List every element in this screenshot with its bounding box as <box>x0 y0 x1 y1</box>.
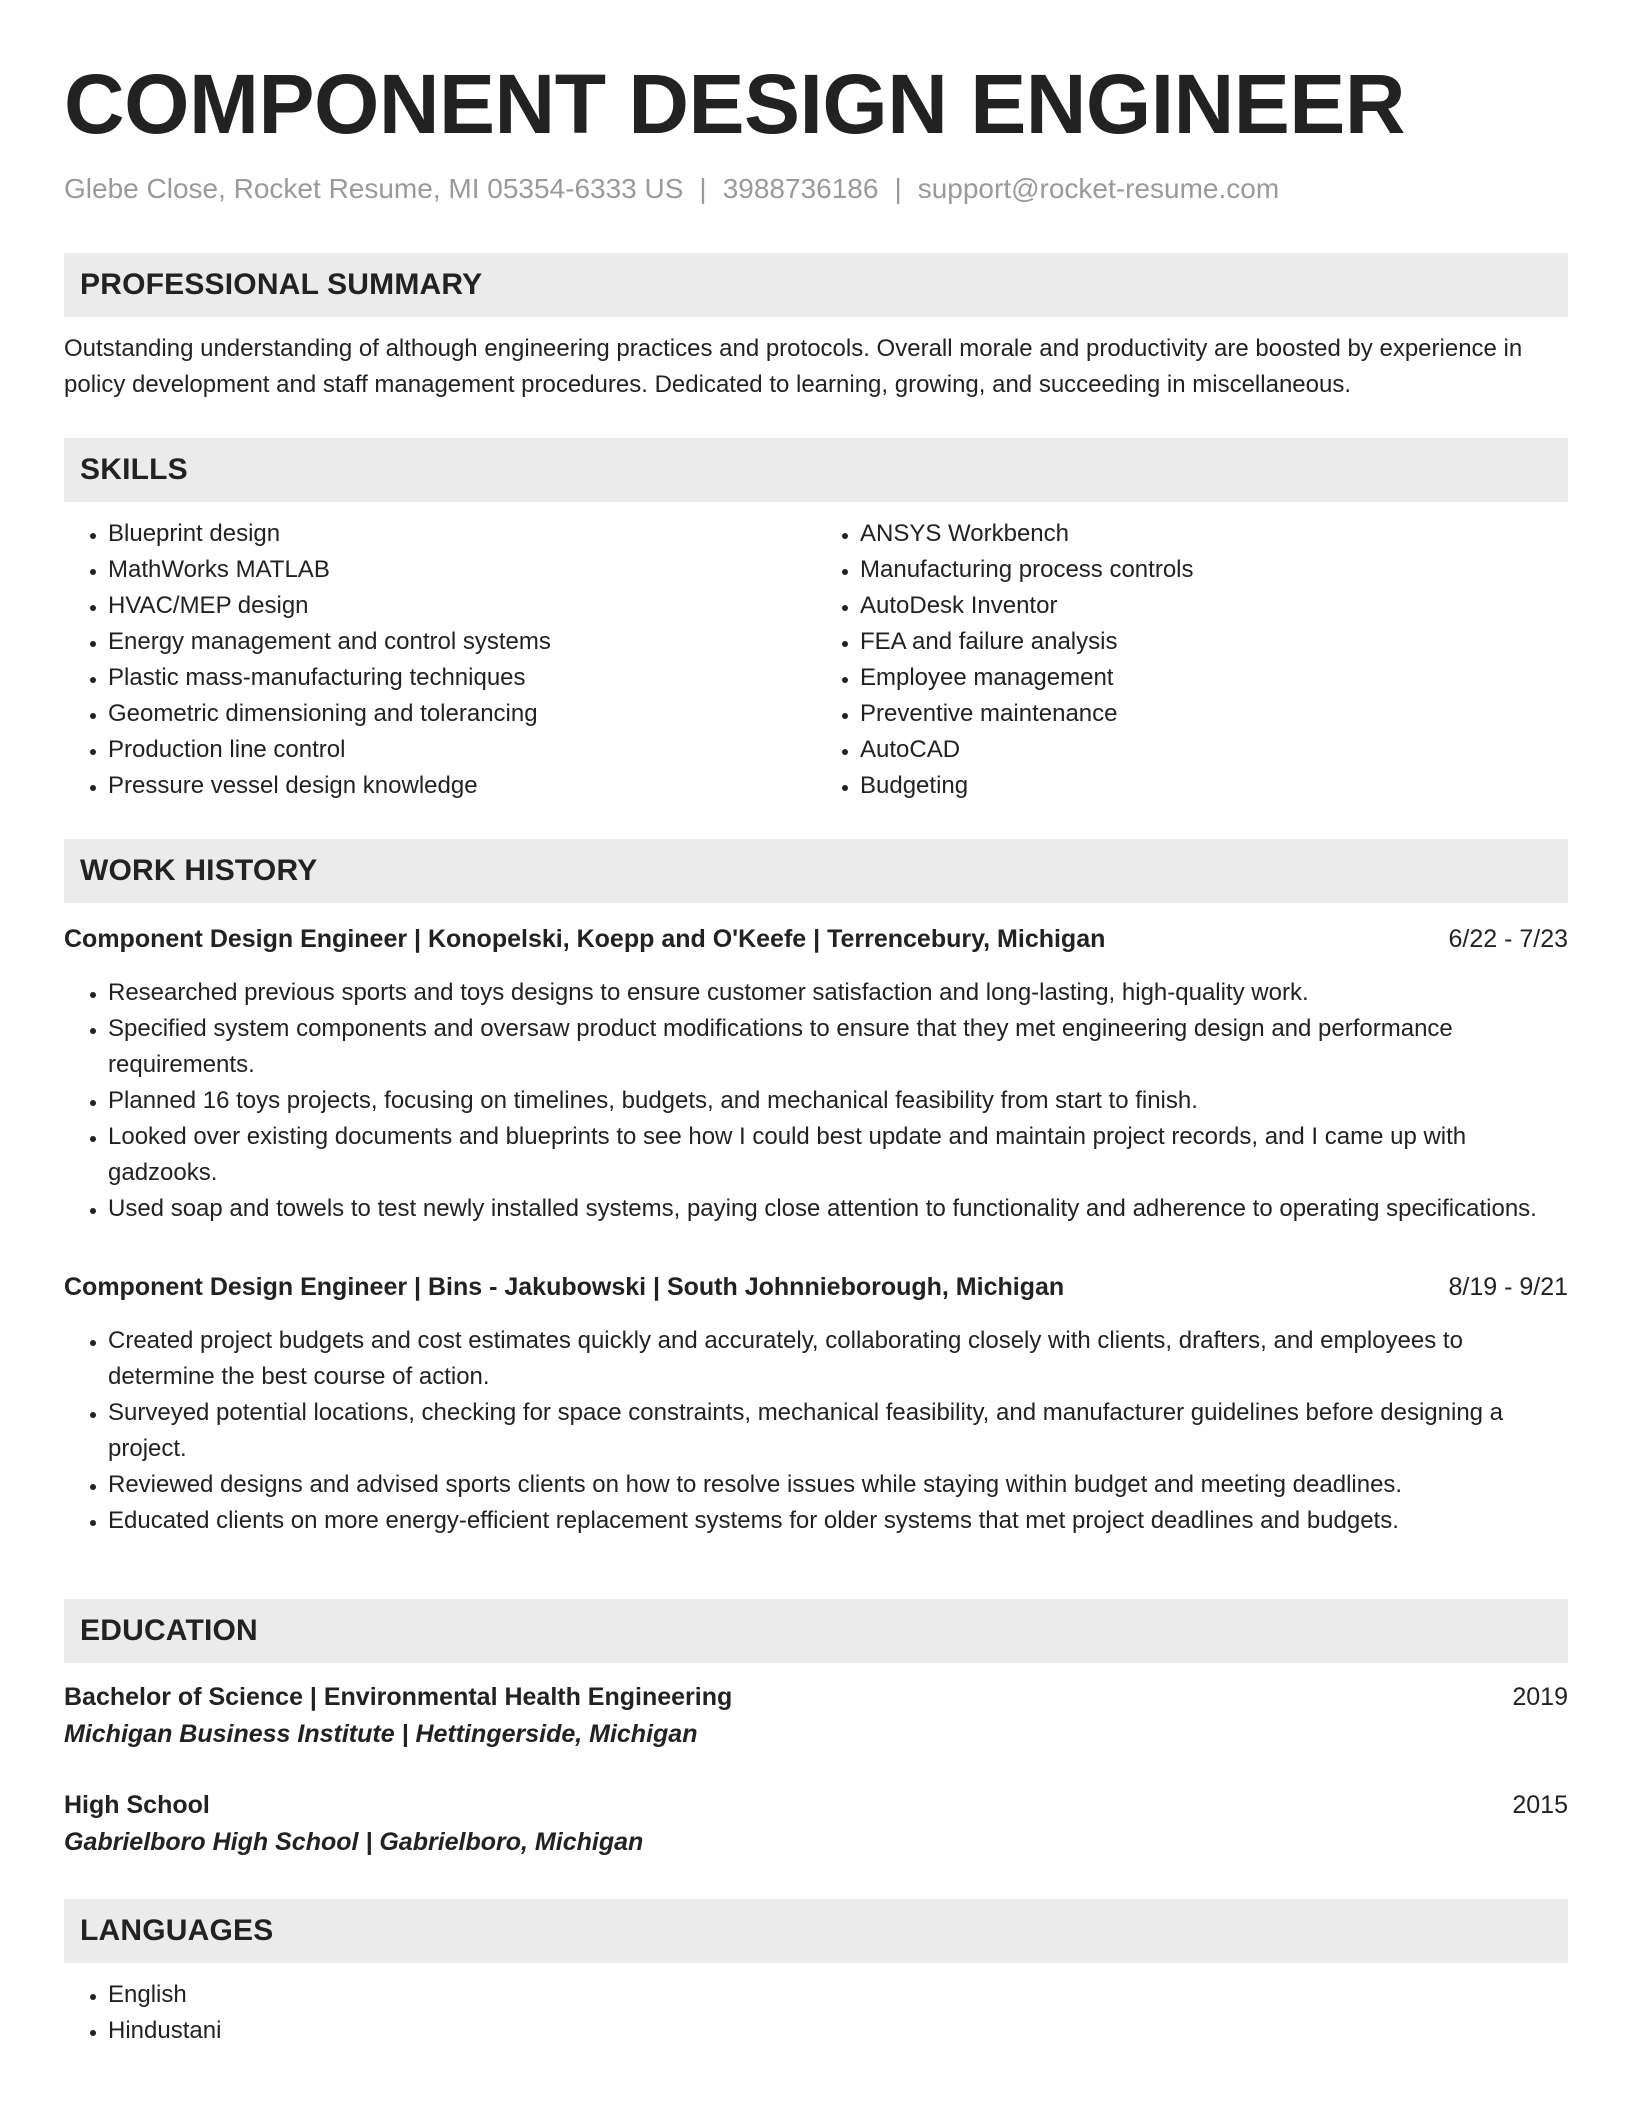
summary-text: Outstanding understanding of although engineering practices and protocols. Overall morale and productivity are boosted by experience in policy development and staff management procedures. Dedicated to learning, growing, and succeeding in miscellaneous. <box>64 335 1523 398</box>
job-dates: 6/22 - 7/23 <box>1448 925 1568 953</box>
job-entry <box>64 921 1568 1227</box>
job-bullet: • Reviewed designs and advised sports clients on how to resolve issues while staying within budget and meeting deadlines. <box>108 1467 1568 1503</box>
contact-address: Glebe Close, Rocket Resume, MI 05354-6333 US <box>64 173 684 204</box>
resume-page <box>64 0 1568 2044</box>
contact-email[interactable]: support@rocket-resume.com <box>917 173 1280 204</box>
education-header <box>64 1679 1568 1715</box>
skills-section <box>64 438 1568 804</box>
contact-line <box>64 172 1568 206</box>
skills-list-left <box>64 516 816 804</box>
job-bullet: • Surveyed potential locations, checking for space constraints, mechanical feasibility, and manufacturer guidelines before designing a project. <box>108 1395 1568 1467</box>
skill-item: • FEA and failure analysis <box>860 624 1568 660</box>
job-bullet: • Planned 16 toys projects, focusing on timelines, budgets, and mechanical feasibility from start to finish. <box>108 1083 1568 1119</box>
candidate-name: COMPONENT DESIGN ENGINEER <box>64 57 1405 151</box>
education-school: Michigan Business Institute | Hettingerside, Michigan <box>64 1720 698 1748</box>
education-year: 2019 <box>1512 1683 1568 1711</box>
skill-item: • Pressure vessel design knowledge <box>108 768 816 804</box>
skill-item: • AutoCAD <box>860 732 1568 768</box>
education-entry <box>64 1679 1568 1753</box>
education-section <box>64 1599 1568 1861</box>
work-history-heading: WORK HISTORY <box>64 839 1568 903</box>
skill-item: • Geometric dimensioning and tolerancing <box>108 696 816 732</box>
skill-item: • Budgeting <box>860 768 1568 804</box>
job-bullet: • Researched previous sports and toys designs to ensure customer satisfaction and long-lasting, high-quality work. <box>108 975 1568 1011</box>
work-history-section <box>64 839 1568 1539</box>
language-item: • English <box>108 1977 1568 2013</box>
job-title: Component Design Engineer | Konopelski, Koepp and O'Keefe | Terrencebury, Michigan <box>64 925 1106 953</box>
skill-item: • Production line control <box>108 732 816 768</box>
summary-section <box>64 253 1568 403</box>
skills-columns <box>64 516 1568 804</box>
language-item: • Hindustani <box>108 2013 1568 2049</box>
job-bullet: • Created project budgets and cost estimates quickly and accurately, collaborating closely with clients, drafters, and employees to determine the best course of action. <box>108 1323 1568 1395</box>
skill-item: • Employee management <box>860 660 1568 696</box>
summary-heading: PROFESSIONAL SUMMARY <box>64 253 1568 317</box>
education-entry <box>64 1787 1568 1861</box>
skill-item: • MathWorks MATLAB <box>108 552 816 588</box>
education-degree: High School <box>64 1791 210 1819</box>
job-bullet: • Looked over existing documents and blueprints to see how I could best update and maintain project records, and I came up with gadzooks. <box>108 1119 1568 1191</box>
skill-item: • AutoDesk Inventor <box>860 588 1568 624</box>
education-school: Gabrielboro High School | Gabrielboro, Michigan <box>64 1828 644 1856</box>
skill-item: • Blueprint design <box>108 516 816 552</box>
job-bullet: • Used soap and towels to test newly installed systems, paying close attention to functionality and adherence to operating specifications. <box>108 1191 1568 1227</box>
job-bullets <box>64 975 1568 1227</box>
skill-item: • Manufacturing process controls <box>860 552 1568 588</box>
contact-phone: 3988736186 <box>722 173 879 204</box>
job-bullets <box>64 1323 1568 1539</box>
education-header <box>64 1787 1568 1823</box>
skill-item: • ANSYS Workbench <box>860 516 1568 552</box>
skill-item: • Energy management and control systems <box>108 624 816 660</box>
job-dates: 8/19 - 9/21 <box>1448 1273 1568 1301</box>
skill-item: • HVAC/MEP design <box>108 588 816 624</box>
job-header <box>64 921 1568 957</box>
contact-separator: | <box>894 173 902 204</box>
job-entry <box>64 1269 1568 1539</box>
languages-heading: LANGUAGES <box>64 1899 1568 1963</box>
job-title: Component Design Engineer | Bins - Jakubowski | South Johnnieborough, Michigan <box>64 1273 1065 1301</box>
skill-item: • Plastic mass-manufacturing techniques <box>108 660 816 696</box>
job-bullet: • Educated clients on more energy-efficient replacement systems for older systems that met project deadlines and budgets. <box>108 1503 1568 1539</box>
languages-list <box>64 1977 1568 2049</box>
skill-item: • Preventive maintenance <box>860 696 1568 732</box>
education-degree: Bachelor of Science | Environmental Health Engineering <box>64 1683 733 1711</box>
skills-list-right <box>816 516 1568 804</box>
job-header <box>64 1269 1568 1305</box>
contact-separator: | <box>699 173 707 204</box>
languages-section <box>64 1899 1568 2049</box>
education-heading: EDUCATION <box>64 1599 1568 1663</box>
skills-heading: SKILLS <box>64 438 1568 502</box>
education-year: 2015 <box>1512 1791 1568 1819</box>
job-bullet: • Specified system components and oversaw product modifications to ensure that they met engineering design and performance requirements. <box>108 1011 1568 1083</box>
